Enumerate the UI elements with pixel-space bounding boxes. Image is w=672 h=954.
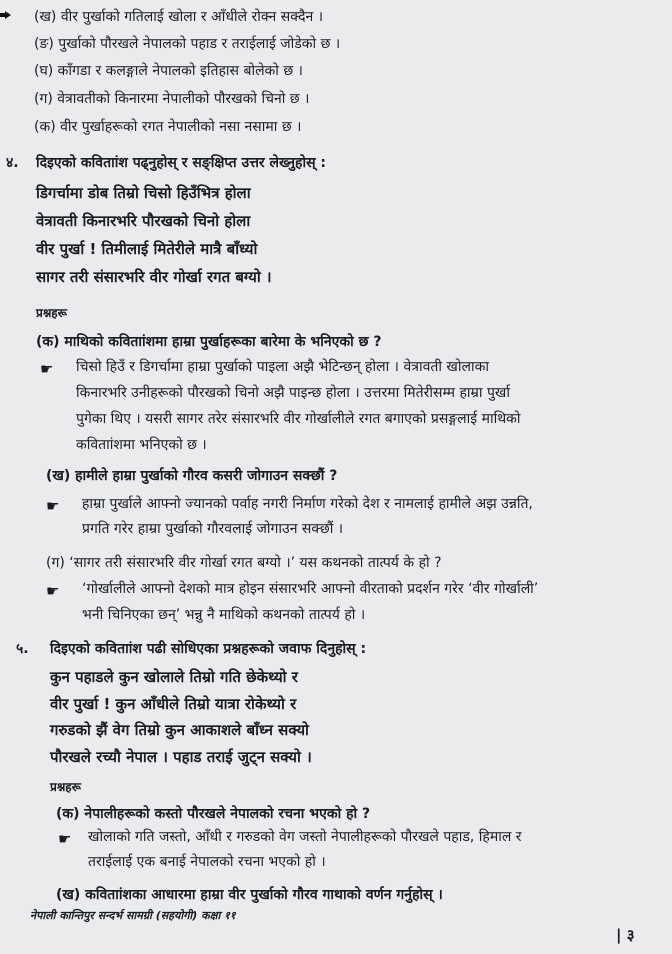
footer-book-title: नेपाली कान्तिपुर सन्दर्भ सामग्री (सहयोगी) कक्षा ११ bbox=[30, 909, 236, 922]
pointing-hand-icon: ☛ bbox=[46, 497, 60, 515]
page-number: | ३ bbox=[616, 926, 635, 944]
poem-line: गरुडको झैं वेग तिम्रो कुन आकाशले बाँध्न सक्यो bbox=[50, 721, 309, 739]
question: (क) माथिको कविताांशमा हाम्रा पुर्खाहरूका बारेमा के भनिएको छ ? bbox=[36, 334, 382, 350]
list-item: (घ) काँगडा र कलङ्गाले नेपालको इतिहास बोलेको छ । bbox=[34, 63, 303, 79]
question-number: ४. bbox=[6, 155, 19, 171]
question-heading: दिइएको कविताांश पढ्नुहोस् र सङ्क्षिप्त उत्तर लेख्नुहोस् : bbox=[36, 155, 327, 171]
poem-line: डिगर्चामा डोब तिम्रो चिसो हिउँभित्र होला bbox=[36, 184, 251, 202]
answer-line: चिसो हिउँ र डिगर्चामा हाम्रा पुर्खाको पाइला अझै भेटिन्छन् होला । वेत्रावती खोलाका bbox=[76, 359, 489, 375]
questions-label: प्रश्नहरू bbox=[50, 780, 82, 794]
questions-label: प्रश्नहरू bbox=[36, 306, 68, 320]
question-number: ५. bbox=[16, 641, 29, 657]
question: (ग) ‘सागर तरी संसारभरि वीर गोर्खा रगत बग्यो ।’ यस कथनको तात्पर्य के हो ? bbox=[46, 555, 442, 571]
poem-line: पौरखले रच्यौ नेपाल । पहाड तराई जुट्न सक्यो । bbox=[50, 748, 312, 766]
answer-line: तराईलाई एक बनाई नेपालको रचना भएको हो । bbox=[88, 854, 326, 870]
answer-line: ‘गोर्खालीले आफ्नो देशको मात्र होइन संसारभरि आफ्नो वीरताको प्रदर्शन गरेर ‘वीर गोर्खाली’ bbox=[82, 581, 539, 597]
question-heading: दिइएको कविताांश पढी सोधिएका प्रश्नहरूको जवाफ दिनुहोस् : bbox=[50, 641, 367, 657]
answer-line: कविताांशमा भनिएको छ । bbox=[76, 437, 207, 453]
list-item: (क) वीर पुर्खाहरूको रगत नेपालीको नसा नसामा छ । bbox=[34, 119, 302, 135]
question: (क) नेपालीहरूको कस्तो पौरखले नेपालको रचना भएको हो ? bbox=[56, 806, 371, 822]
answer-line: किनारभरि उनीहरूको पौरखको चिनो अझै पाइन्छ होला । उत्तरमा मितेरीसम्म हाम्रा पुर्खा bbox=[76, 385, 510, 401]
answer-line: प्रगति गरेर हाम्रा पुर्खाको गौरवलाई जोगाउन सक्छौं । bbox=[82, 521, 344, 537]
question: (ख) हामीले हाम्रा पुर्खाको गौरव कसरी जोगाउन सक्छौं ? bbox=[46, 468, 338, 484]
pointing-hand-icon: ☛ bbox=[40, 360, 54, 378]
answer-line: खोलाको गति जस्तो, आँधी र गरुडको वेग जस्तो नेपालीहरूको पौरखले पहाड, हिमाल र bbox=[88, 829, 522, 845]
poem-line: कुन पहाडले कुन खोलाले तिम्रो गति छेकेथ्यो र bbox=[50, 668, 298, 686]
question: (ख) कविताांशका आधारमा हाम्रा वीर पुर्खाको गौरव गाथाको वर्णन गर्नुहोस् । bbox=[56, 887, 443, 903]
poem-line: वीर पुर्खा ! तिमीलाई मितेरीले मात्रै बाँध्यो bbox=[36, 240, 258, 258]
poem-line: वेत्रावती किनारभरि पौरखको चिनो होला bbox=[36, 212, 251, 230]
list-item: (ग) वेत्रावतीको किनारमा नेपालीको पौरखको चिनो छ । bbox=[34, 91, 310, 107]
answer-line: पुगेका थिए । यसरी सागर तरेर संसारभरि वीर गोर्खालीले रगत बगाएको प्रसङ्गलाई माथिको bbox=[76, 411, 521, 427]
poem-line: वीर पुर्खा ! कुन आँधीले तिम्रो यात्रा रोकेथ्यो र bbox=[50, 695, 297, 713]
answer-line: भनी चिनिएका छन्’ भन्नु नै माथिको कथनको तात्पर्य हो । bbox=[82, 607, 366, 623]
pointing-hand-icon: ☛ bbox=[46, 582, 60, 600]
poem-line: सागर तरी संसारभरि वीर गोर्खा रगत बग्यो । bbox=[36, 268, 272, 286]
pointing-hand-icon: ☛ bbox=[58, 830, 72, 848]
list-item: (ङ) पुर्खाको पौरखले नेपालको पहाड र तराईलाई जोडेको छ । bbox=[34, 36, 341, 52]
answer-line: हाम्रा पुर्खाले आफ्नो ज्यानको पर्वाह नगरी निर्माण गरेको देश र नामलाई हामीले अझ उन्नति, bbox=[82, 496, 533, 512]
arrow-icon bbox=[0, 11, 10, 19]
list-item: (ख) वीर पुर्खाको गतिलाई खोला र आँधीले रोक्न सक्दैन । bbox=[34, 9, 324, 25]
